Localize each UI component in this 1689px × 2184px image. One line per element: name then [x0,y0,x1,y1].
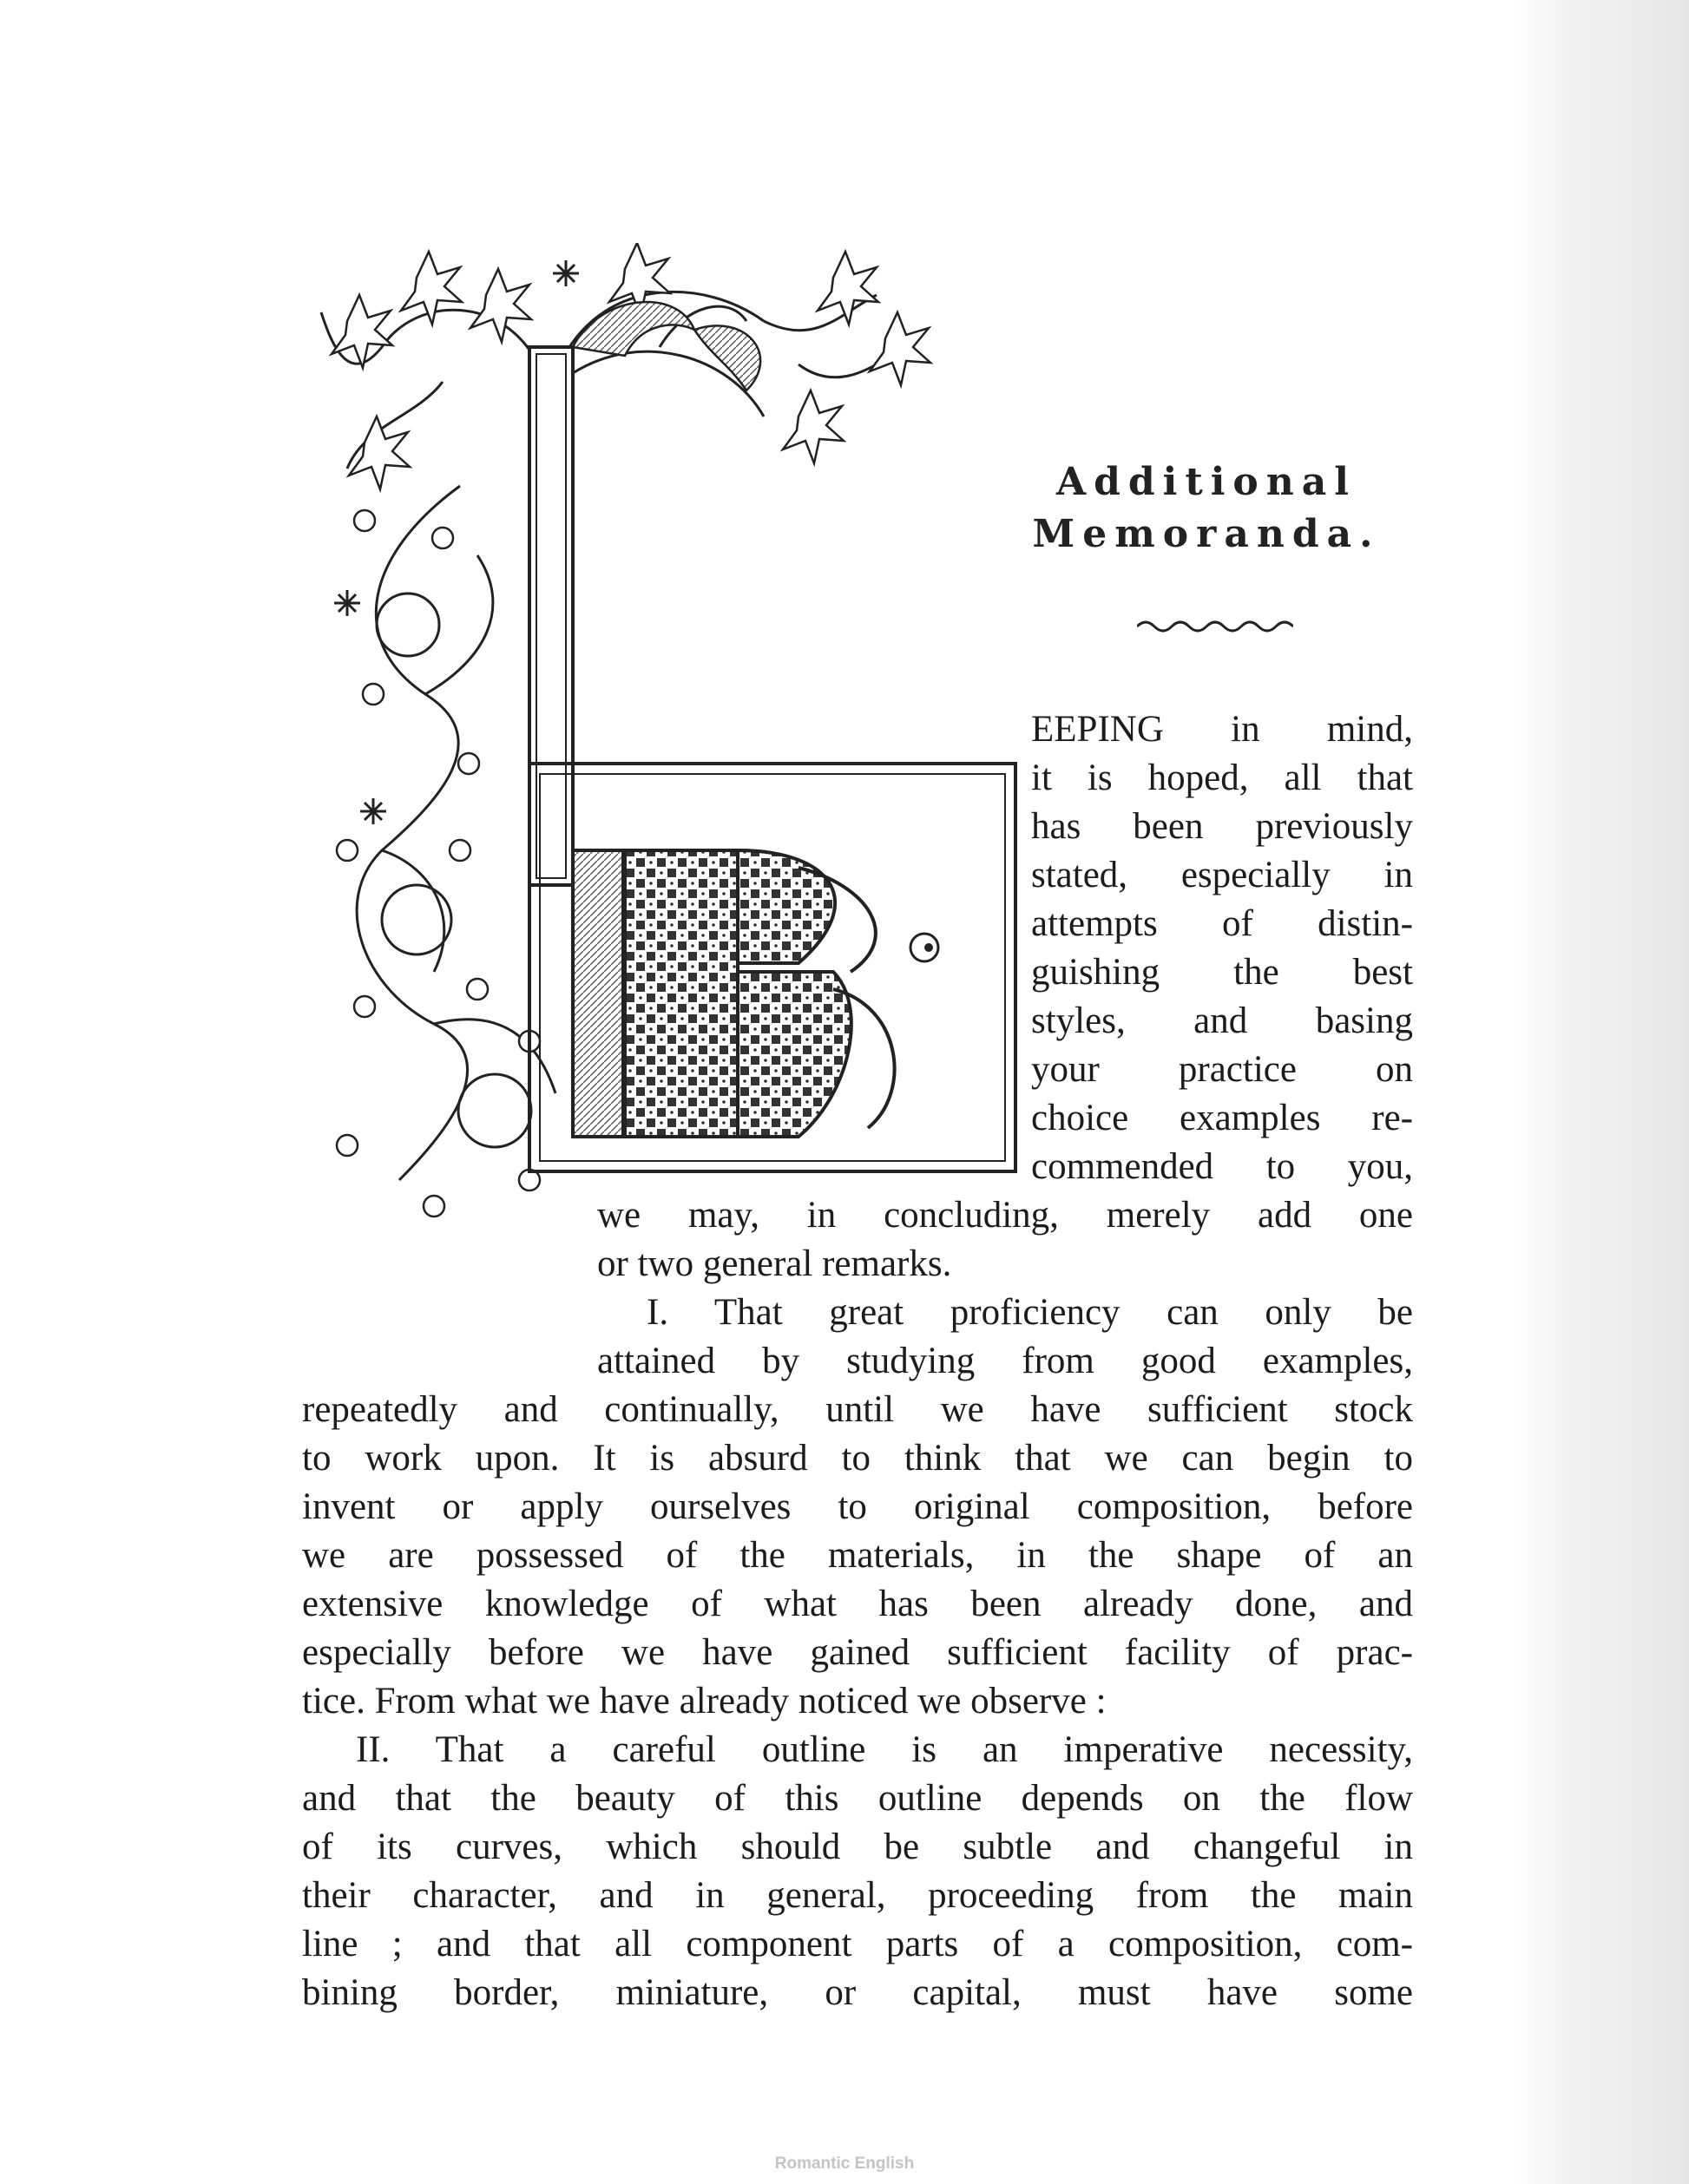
page-edge-shadow [1510,0,1689,2184]
text-line: commended to you, [1031,1146,1413,1187]
text-line: your practice on [1031,1049,1413,1090]
text-line: of its curves, which should be subtle and changeful in [302,1827,1413,1867]
text-line: attempts of distin- [1031,903,1413,944]
text-line: I. That great proficiency can only be [647,1292,1413,1333]
text-line: bining border, miniature, or capital, must have some [302,1972,1413,2013]
text-line: we are possessed of the materials, in the shape of an [302,1535,1413,1576]
text-line: their character, and in general, proceeding from the main [302,1875,1413,1916]
text-line: especially before we have gained sufficient facility of prac- [302,1632,1413,1673]
text-line: has been previously [1031,806,1413,847]
text-line: extensive knowledge of what has been already done, and [302,1584,1413,1624]
text-line: choice examples re- [1031,1098,1413,1138]
text-line: attained by studying from good examples, [597,1341,1413,1381]
text-line: repeatedly and continually, until we have sufficient stock [302,1389,1413,1430]
text-line: it is hoped, all that [1031,758,1413,798]
heading-line-1: Additional [1056,460,1357,504]
text-line: styles, and basing [1031,1000,1413,1041]
heading-divider-flourish [1137,616,1293,637]
text-line: tice. From what we have already noticed we observe : [302,1681,1107,1722]
text-line: line ; and that all component parts of a composition, com- [302,1924,1413,1964]
text-line: guishing the best [1031,952,1413,993]
text-line: stated, especially in [1031,855,1413,895]
text-line: II. That a careful outline is an imperative necessity, [356,1729,1413,1770]
text-line: to work upon. It is absurd to think that we can begin to [302,1438,1413,1479]
text-line: and that the beauty of this outline depends on the flow [302,1778,1413,1819]
footer-watermark: Romantic English [774,2154,915,2173]
text-line: we may, in concluding, merely add one [597,1195,1413,1236]
text-line: invent or apply ourselves to original composition, before [302,1486,1413,1527]
heading-line-2: Memoranda. [1032,512,1381,556]
text-line: or two general remarks. [597,1243,952,1284]
text-line: EEPING in mind, [1031,709,1413,750]
